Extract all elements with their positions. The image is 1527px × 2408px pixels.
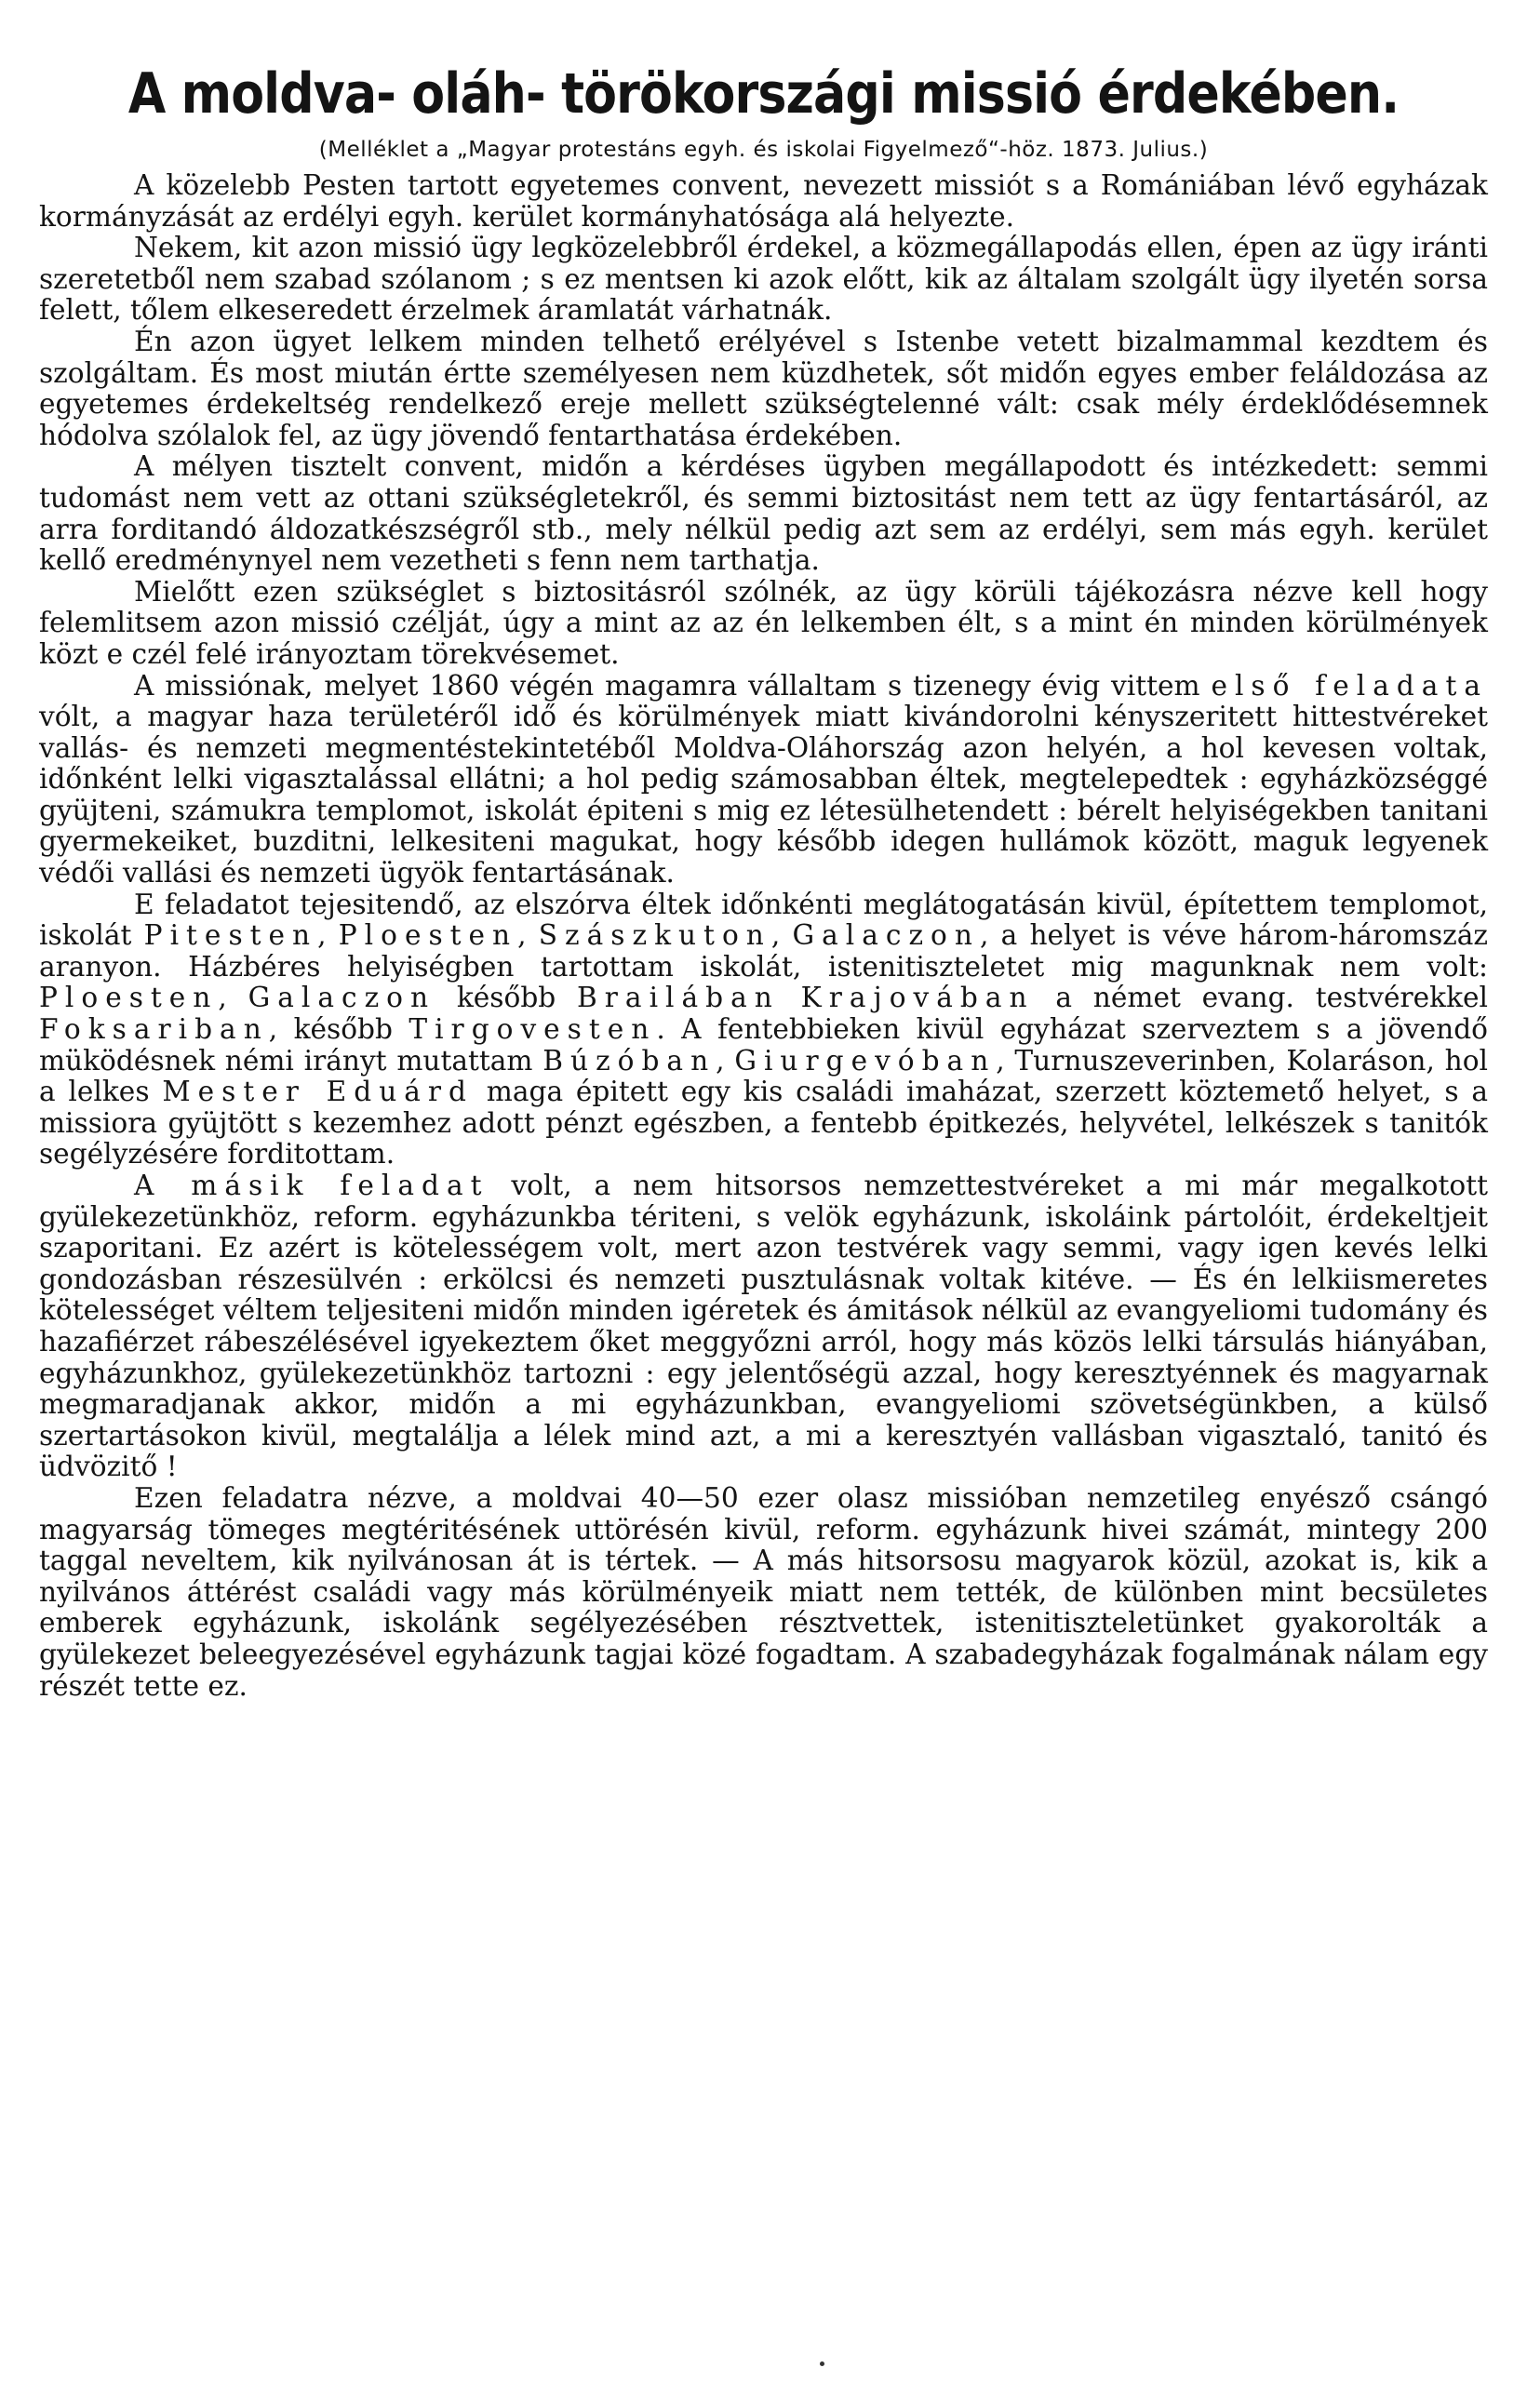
emphasized-text: Galaczon (248, 982, 436, 1014)
paragraph-text: . A fentebbieken kivül egyházat szerveztem s a jövendő müködésnek némi irányt mutattam (39, 1013, 1488, 1077)
paragraph-text: Én azon ügyet lelkem minden telhető erélyével s Istenbe vetett bizalmammal kezdtem és szolgáltam. És most miután értte személyesen nem küzdhetek, sőt midőn egyes ember feláldozása az egyetemes érdekeltség rendelkező ereje mellett szükségtelenné vált: csak mély érdeklődésemnek hódolva szólalok fel, az ügy jövendő fentarthatása érdekében. (39, 325, 1488, 451)
paragraph (39, 890, 1488, 1171)
emphasized-text: első feladata (1211, 669, 1488, 702)
paragraph-text: , (218, 982, 248, 1014)
paragraph (39, 577, 1488, 671)
paragraph-text: volt, a nem hitsorsos nemzettestvéreket a mi már megalkotott gyülekezetünkhöz, reform. egyházunkba tériteni, s velök egyházunk, iskoláink pártolóit, érdekeltjeit szaporitani. Ez azért is kötelességem volt, mert azon testvérek vagy semmi, vagy igen kevés lelki gondozásban részesülvén : erkölcsi és nemzeti pusztulásnak voltak kitéve. — És én lelkiismeretes kötelességet véltem teljesiteni midőn minden igéretek és ámitások nélkül az evangyeliomi tudomány és hazafiérzet rábeszélésével igyekeztem őket meggyőzni arról, hogy más közös lelki társulás hiányában, egyházunkhoz, gyülekezetünkhöz tartozni : egy jelentőségü azzal, hogy keresztyénnek és magyarnak megmaradjanak akkor, midőn a mi egyházunkban, evangyeliomi szövetségünkben, a külső szertartásokon kivül, megtalálja a lélek mind azt, a mi a keresztyén vallásban vigasztaló, tanitó és üdvözitő ! (39, 1170, 1488, 1483)
emphasized-text: Mester Eduárd (162, 1076, 475, 1108)
paragraph-text: Nekem, kit azon missió ügy legközelebbről érdekel, a közmegállapodás ellen, épen az ügy iránti szeretetből nem szabad szólanom ; s ez mentsen ki azok előtt, kik az általam szolgált ügy ilyetén sorsa felett, tőlem elkeseredett érzelmek áramlatát várhatnák. (39, 232, 1488, 327)
paragraph-text: vólt, a magyar haza területéről idő és körülmények miatt kivándorolni kényszeritett hittestvéreket vallás- és nemzeti megmentéstekintetéből Moldva-Oláhország azon helyén, a hol kevesen voltak, időnként lelki vigasztalással ellátni; a hol pedig számosabban éltek, megtelepedtek : egyházközséggé gyüjteni, számukra templomot, iskolát épiteni s mig ez létesülhetendett : bérelt helyiségekben tanitani gyermekeiket, buzditni, lelkesiteni magukat, hogy később idegen hullámok között, maguk legyenek védői vallási és nemzeti ügyök fentartásának. (39, 701, 1488, 890)
emphasized-text: Ploesten (39, 982, 219, 1014)
paragraph-text: Mielőtt ezen szükséglet s biztositásról szólnék, az ügy körüli tájékozásra nézve kell hogy felemlitsem azon missió czélját, úgy a mint az az én lelkemben élt, s a mint én minden körülmények közt e czél felé irányoztam törekvésemet. (39, 575, 1488, 670)
article-title: A moldva- oláh- törökországi missió érdekében. (127, 61, 1400, 127)
paragraph-text: , később (268, 1013, 409, 1046)
paragraph (39, 1483, 1488, 1702)
paragraph-text: , (317, 919, 339, 952)
paragraph-text: A missiónak, melyet 1860 végén magamra vállaltam s tizenegy évig vittem (134, 669, 1212, 702)
paragraph (39, 1171, 1488, 1483)
paragraph-text: maga épitett egy kis családi imaházat, szerzett köztemető helyet, s a missiora gyüjtött s kezemhez adott pénzt egészben, a fentebb épitkezés, helyvétel, lelkészek s tanitók segélyzésére forditottam. (39, 1076, 1488, 1171)
paragraph-text: , Turnuszeverinben, Kolaráson, hol a lelkes (39, 1044, 1488, 1108)
article-subtitle: (Melléklet a „Magyar protestáns egyh. és iskolai Figyelmező“-höz. 1873. Julius.) (318, 138, 1209, 162)
article-body (39, 170, 1488, 1702)
emphasized-text: Pitesten (143, 919, 318, 952)
paragraph-text: , a helyet is véve három-háromszáz aranyon. Házbéres helyiségben tartottam iskolát, istenitiszteletet mig magunknak nem volt: (39, 919, 1488, 983)
paragraph-text: A közelebb Pesten tartott egyetemes convent, nevezett missiót s a Romániában lévő egyházak kormányzását az erdélyi egyh. kerület kormányhatósága alá helyezte. (39, 169, 1488, 233)
paragraph (39, 327, 1488, 451)
emphasized-text: Brailában (577, 982, 780, 1014)
page-speck (820, 2361, 824, 2366)
emphasized-text: Tirgovesten (409, 1013, 657, 1046)
emphasized-text: Búzóban (542, 1044, 717, 1077)
paragraph-text: később (435, 982, 578, 1014)
paragraph (39, 451, 1488, 576)
emphasized-text: Galaczon (792, 919, 980, 952)
paragraph (39, 671, 1488, 890)
paragraph-text: , (716, 1044, 735, 1077)
emphasized-text: Foksariban (39, 1013, 269, 1046)
emphasized-text: Ploesten (338, 919, 518, 952)
emphasized-text: Giurgevóban (734, 1044, 997, 1077)
paragraph (39, 233, 1488, 327)
emphasized-text: Krajovában (800, 982, 1035, 1014)
paragraph-text: E feladatot tejesitendő, az elszórva éltek időnkénti meglátogatásán kivül, építettem templomot, iskolát (39, 888, 1488, 952)
paragraph-text: a német evang. testvérekkel (1034, 982, 1488, 1014)
paragraph-text (780, 982, 801, 1013)
paragraph-text: A mélyen tisztelt convent, midőn a kérdéses ügyben megállapodott és intézkedett: semmi tudomást nem vett az ottani szükségletekről, és semmi biztositást nem tett az ügy fentartásáról, az arra forditandó áldozatkészségről stb., mely nélkül pedig azt sem az erdélyi, sem más egyh. kerület kellő eredménynyel nem vezetheti s fenn nem tarthatja. (39, 450, 1488, 577)
paragraph (39, 170, 1488, 233)
emphasized-text: A másik feladat (134, 1170, 489, 1201)
paragraph-text: , (770, 919, 793, 952)
paragraph-text: , (517, 919, 539, 952)
paragraph-text: Ezen feladatra nézve, a moldvai 40—50 ezer olasz missióban nemzetileg enyésző csángó magyarság tömeges megtéritésének uttörésén kivül, reform. egyházunk hivei számát, mintegy 200 taggal neveltem, kik nyilvánosan át is tértek. — A más hitsorsosu magyarok közül, azokat is, kik a nyilvános áttérést családi vagy más körülményeik miatt nem tették, de különben mint becsületes emberek egyházunk, iskolánk segélyezésében résztvettek, istenitiszteletünket gyakorolták a gyülekezet beleegyezésével egyházunk tagjai közé fogadtam. A szabadegyházak fogalmának nálam egy részét tette ez. (39, 1481, 1488, 1702)
emphasized-text: Szászkuton (538, 919, 771, 952)
